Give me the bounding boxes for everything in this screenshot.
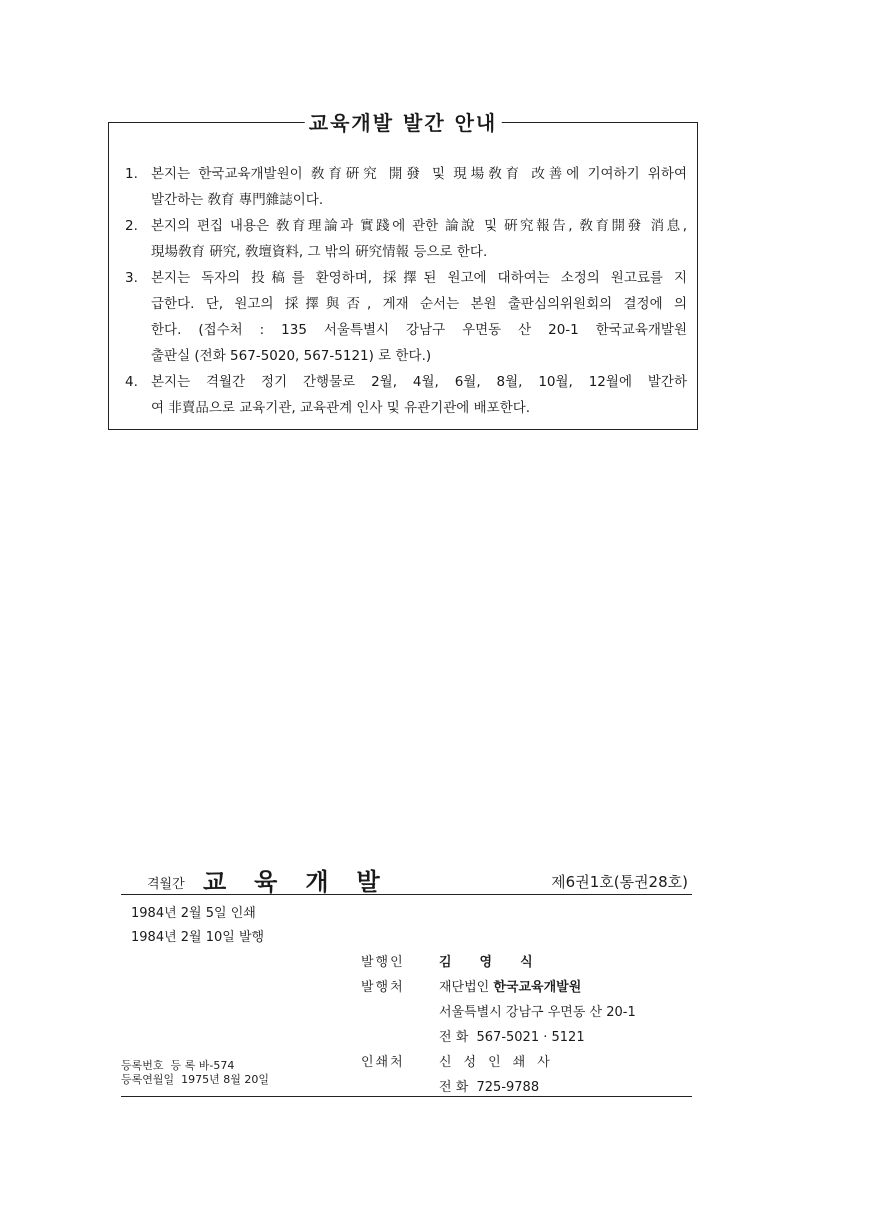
notice-item-2 [125,213,687,265]
registration-number: 등 록 바-574 [170,1059,235,1072]
notice-item-1 [125,161,687,213]
notice-title: 교육개발 발간 안내 [305,107,502,136]
notice-line: 본지의 편집 내용은 敎育理論과 實踐에 관한 論說 및 硏究報告, 敎育開發 消息, [151,218,687,234]
issuer-value [439,975,581,1000]
printer-phone-label: 전 화 [439,1080,469,1095]
registration-date-label: 등록연월일 [121,1073,175,1086]
issuer-address: 서울특별시 강남구 우면동 산 20-1 [439,1005,636,1020]
printer-phone-number: 725-9788 [476,1080,540,1095]
print-date: 1984년 2월 5일 인쇄 [131,906,256,921]
notice-item-number: 4. [125,374,138,390]
issuer-prefix: 재단법인 [439,980,490,995]
print-dates [131,902,264,950]
publication-notice-box [108,111,698,430]
registration-date: 1975년 8월 20일 [181,1073,270,1086]
printer-name: 신성인쇄사 [439,1055,562,1070]
issuer-label: 발행처 [361,980,405,995]
notice-line: 급한다. 단, 원고의 採擇與否, 게재 순서는 본원 출판심의위원회의 결정에 의 [151,296,687,312]
colophon-header [121,864,692,895]
notice-line: 본지는 독자의 投稿를 환영하며, 採擇된 원고에 대하여는 소정의 원고료를 지 [151,270,687,286]
issuer-phone-number: 567-5021 · 5121 [476,1030,585,1045]
notice-item-4 [125,369,687,421]
registration-date-row [121,1073,269,1087]
registration-number-row [121,1059,269,1073]
notice-item-number: 3. [125,270,138,286]
issuer-phone [439,1025,585,1050]
publish-date: 1984년 2월 10일 발행 [131,930,265,945]
registration-number-label: 등록번호 [121,1059,164,1072]
notice-line: 한다. (접수처 : 135 서울특별시 강남구 우면동 산 20-1 한국교육개발원 [151,322,687,338]
colophon [121,864,692,1095]
publication-frequency: 격월간 [147,877,185,892]
notice-line: 본지는 격월간 정기 간행물로 2월, 4월, 6월, 8월, 10월, 12월에 발간하 [151,374,687,390]
notice-line: 여 非賣品으로 교육기관, 교육관계 인사 및 유관기관에 배포한다. [151,400,531,416]
printer-label: 인쇄처 [361,1055,405,1070]
notice-line: 現場敎育 硏究, 敎壇資料, 그 밖의 硏究情報 등으로 한다. [151,244,488,260]
notice-item-3 [125,265,687,369]
magazine-title: 교육개발 [203,868,408,896]
notice-item-number: 1. [125,166,138,182]
notice-item-number: 2. [125,218,138,234]
colophon-bottom-rule [121,1096,692,1097]
notice-line: 본지는 한국교육개발원이 敎育硏究 開發 및 現場敎育 改善에 기여하기 위하여 [151,166,687,182]
publisher-name: 김영식 [439,955,561,970]
registration-info [121,1059,269,1087]
notice-line: 발간하는 敎育 專門雜誌이다. [151,192,324,208]
issuer-name: 한국교육개발원 [493,980,582,995]
notice-list [125,161,687,421]
issuer-phone-label: 전 화 [439,1030,469,1045]
notice-line: 출판실 (전화 567-5020, 567-5121) 로 한다.) [151,348,432,364]
issue-number: 제6권1호(통권28호) [551,873,688,891]
publisher-label: 발행인 [361,955,405,970]
